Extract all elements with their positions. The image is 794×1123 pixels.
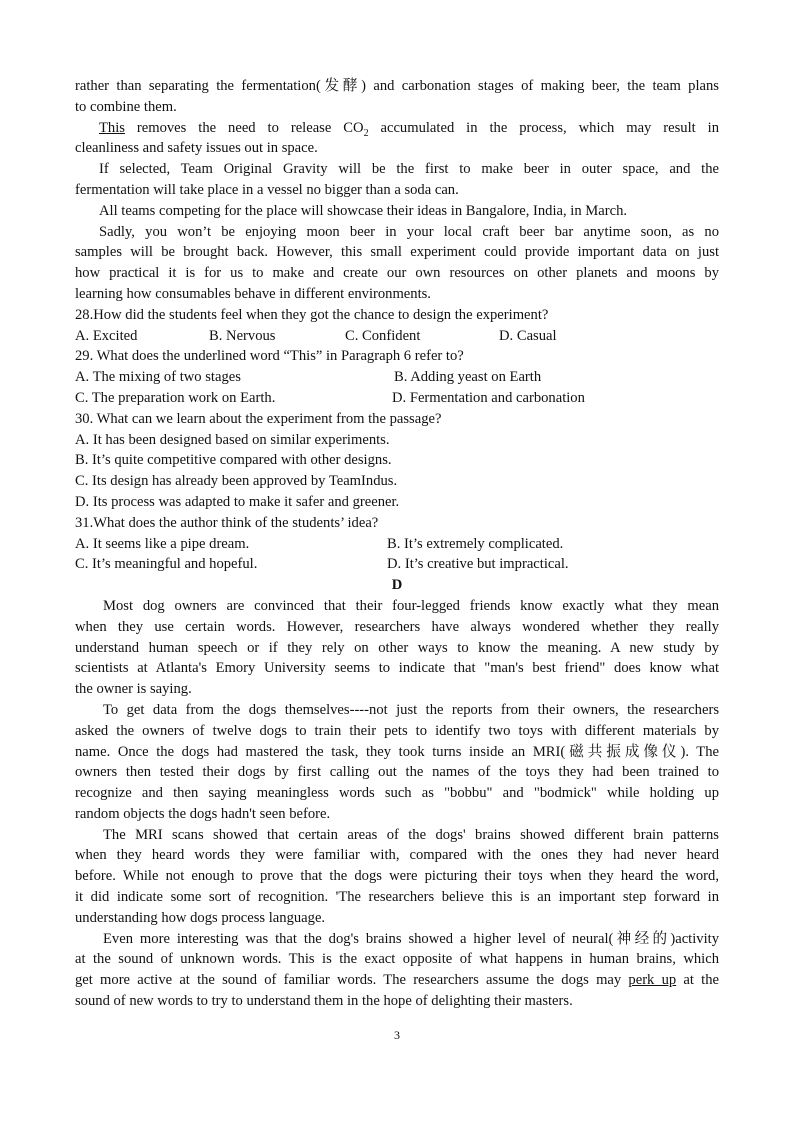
option-c: C. Its design has already been approved by TeamIndus. [75,473,398,490]
question-stem: 29. What does the underlined word “This” in Paragraph 6 refer to? [75,348,464,365]
text-span: removes the need to release CO [124,119,364,136]
passage-d-line: it did indicate some sort of recognition. 'The researchers believe this is an important step forward in [75,889,719,906]
question-options [75,554,719,575]
section-heading-d: D [391,577,403,594]
option-a: A. It has been designed based on similar experiments. [75,431,390,448]
passage-c-line: to combine them. [75,98,177,115]
question-stem: 31.What does the author think of the students’ idea? [75,514,379,531]
passage-c-line: Sadly, you won’t be enjoying moon beer in your local craft beer bar anytime soon, as no [99,223,719,240]
option-b: B. Adding yeast on Earth [394,369,542,386]
text-span: at the [676,972,719,989]
passage-d-line [75,970,719,991]
passage-c-line: how practical it is for us to make and create our own resources on other planets and moons by [75,265,719,282]
option-a: A. Excited [75,327,138,344]
passage-d-line: The MRI scans showed that certain areas of the dogs' brains showed different brain patterns [103,826,719,843]
passage-d-line: understand human speech or if they rely on other ways to know the meaning. A new study by [75,639,719,656]
passage-c-line: If selected, Team Original Gravity will be the first to make beer in outer space, and the [99,161,719,178]
passage-d-line: asked the owners of twelve dogs to train their pets to identify two toys with different materials by [75,722,719,739]
option-d: D. Its process was adapted to make it safer and greener. [75,493,400,510]
passage-c-line: rather than separating the fermentation(发酵) and carbonation stages of making beer, the team plans [75,78,719,94]
question-options [75,534,719,555]
passage-d-line: before. While not enough to prove that the dogs were picturing their toys when they heard the word, [75,868,719,885]
passage-d-line: sound of new words to try to understand them in the hope of delighting their masters. [75,993,573,1010]
page-number: 3 [394,1028,400,1042]
passage-d-line: scientists at Atlanta's Emory University seems to indicate that "man's best friend" does know what [75,660,719,677]
passage-c-line: fermentation will take place in a vessel no bigger than a soda can. [75,181,459,198]
passage-d-line: name. Once the dogs had mastered the task, they took turns inside an MRI(磁共振成像仪). The [75,743,719,760]
option-d: D. Casual [499,327,557,344]
passage-c-line: cleanliness and safety issues out in space. [75,140,318,157]
passage-d-line: understanding how dogs process language. [75,909,326,926]
underlined-perk-up: perk up [628,972,677,989]
passage-c-line: samples will be brought back. However, this small experiment could provide important data on just [75,244,719,261]
option-d: D. Fermentation and carbonation [392,389,585,406]
passage-d-line: recognize and then saying meaningless words such as "bobbu" and "bodmick" while holding up [75,785,719,802]
passage-d-line: when they use certain words. However, researchers have always wondered whether they really [75,618,719,635]
question-stem: 28.How did the students feel when they got the chance to design the experiment? [75,306,549,323]
passage-d-line: random objects the dogs hadn't seen before. [75,805,331,822]
question-options [75,367,719,388]
exam-page [75,76,719,1012]
passage-d-line: Most dog owners are convinced that their four-legged friends know exactly what they mean [103,597,719,614]
passage-d-line: owners then tested their dogs by first calling out the names of the toys they had been trained to [75,764,719,781]
co2-subscript: 2 [363,127,369,139]
underlined-this: This [99,119,125,136]
text-span: get more active at the sound of familiar words. The researchers assume the dogs may [75,972,629,989]
question-options [75,388,719,409]
option-a: A. The mixing of two stages [75,369,241,386]
passage-d-line: at the sound of unknown words. This is the exact opposite of what happens in human brains, which [75,951,719,968]
option-a: A. It seems like a pipe dream. [75,535,250,552]
option-b: B. It’s extremely complicated. [387,535,564,552]
passage-c-this-line [75,118,719,139]
passage-d-line: the owner is saying. [75,681,192,698]
question-stem: 30. What can we learn about the experiment from the passage? [75,410,442,427]
passage-d-line: To get data from the dogs themselves----not just the reports from their owners, the researchers [103,701,719,718]
option-c: C. The preparation work on Earth. [75,389,276,406]
passage-c-line: learning how consumables behave in different environments. [75,285,431,302]
question-options [75,326,719,347]
option-c: C. It’s meaningful and hopeful. [75,556,258,573]
option-b: B. It’s quite competitive compared with other designs. [75,452,392,469]
passage-d-line: Even more interesting was that the dog's brains showed a higher level of neural(神经的)activity [103,930,719,947]
passage-c-line: All teams competing for the place will showcase their ideas in Bangalore, India, in March. [99,202,628,219]
text-span: accumulated in the process, which may result in [368,119,719,136]
option-b: B. Nervous [209,327,276,344]
option-d: D. It’s creative but impractical. [387,556,569,573]
passage-d-line: when they heard words they were familiar with, compared with the ones they had never heard [75,847,719,864]
option-c: C. Confident [345,327,421,344]
